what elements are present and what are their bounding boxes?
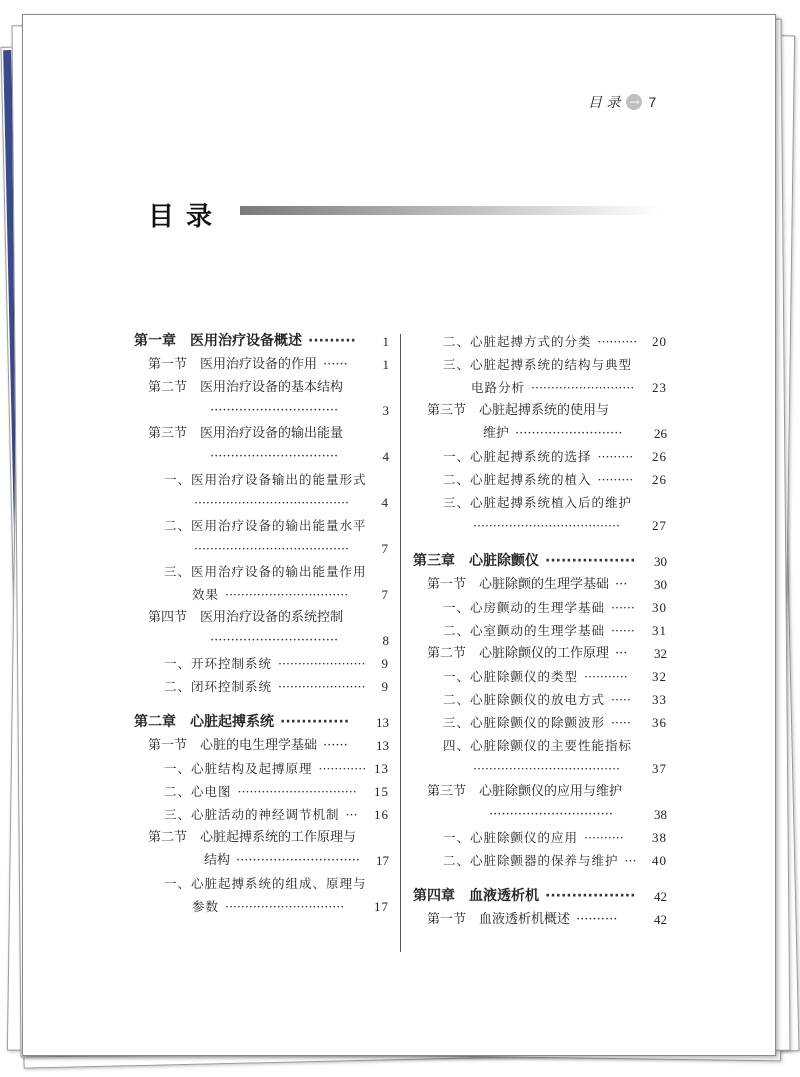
toc-chapter-entry[interactable] — [413, 885, 667, 908]
toc-leader-dots: ··· — [615, 646, 628, 661]
toc-leader-dots: ··········· — [584, 669, 628, 684]
toc-section-entry[interactable] — [134, 734, 389, 757]
toc-leader-dots: ····· — [611, 692, 631, 707]
toc-entry-label: 三、医用治疗设备的输出能量作用 — [164, 564, 367, 579]
toc-leader-dots: ················· — [545, 553, 636, 569]
toc-item-entry[interactable] — [413, 849, 667, 872]
toc-leader-dots: ······································· — [194, 495, 349, 510]
toc-section-entry[interactable] — [413, 780, 667, 803]
toc-page-number: 27 — [652, 518, 667, 533]
toc-entry-label: 三、心脏活动的神经调节机制 — [164, 807, 340, 822]
toc-entry-label: 二、心室颤动的生理学基础 — [443, 623, 606, 638]
toc-item-entry[interactable] — [134, 583, 389, 606]
toc-page-number: 30 — [654, 577, 667, 592]
toc-entry-label: 一、医用治疗设备输出的能量形式 — [164, 472, 367, 487]
toc-item-entry[interactable] — [413, 596, 667, 619]
toc-entry-label: 二、心脏除颤仪的放电方式 — [443, 692, 606, 707]
toc-entry-label: 第四章 血液透析机 — [413, 888, 539, 904]
toc-leader-dots: ······················ — [278, 656, 366, 671]
toc-page-number: 15 — [374, 784, 389, 799]
toc-entry-label: 第二节 心脏除颤仪的工作原理 — [427, 646, 610, 661]
toc-page-number: 26 — [652, 472, 667, 487]
toc-chapter-entry[interactable] — [134, 330, 389, 353]
toc-page-number: 13 — [376, 715, 389, 730]
page-title: 目录 — [148, 202, 225, 232]
toc-entry-label: 二、心脏除颤器的保养与维护 — [443, 853, 619, 868]
toc-page-number: 26 — [654, 426, 667, 441]
toc-item-entry[interactable] — [413, 665, 667, 688]
toc-leader-dots: ······································· — [194, 541, 349, 556]
toc-leader-dots: ······························· — [225, 587, 349, 602]
toc-leader-dots: ··· — [615, 577, 628, 592]
toc-entry-label: 二、闭环控制系统 — [164, 679, 273, 694]
toc-section-entry[interactable] — [134, 353, 389, 376]
toc-page-number: 30 — [652, 600, 667, 615]
toc-page-number: 42 — [654, 912, 667, 927]
toc-entry-label: 一、心脏除颤仪的应用 — [443, 830, 579, 845]
toc-entry-label: 参数 — [192, 899, 220, 914]
toc-leader-dots: ··· — [624, 853, 637, 868]
toc-page-number: 23 — [652, 380, 667, 395]
toc-entry-label: 二、医用治疗设备的输出能量水平 — [164, 518, 367, 533]
toc-right-column — [413, 330, 667, 931]
toc-entry-label: 三、心脏起搏系统的结构与典型 — [443, 357, 633, 372]
toc-leader-dots: ······························ — [236, 853, 360, 868]
toc-leader-dots: ······ — [323, 738, 348, 753]
toc-page-number: 17 — [376, 853, 389, 868]
toc-page-number: 1 — [382, 357, 389, 372]
toc-page-number: 32 — [654, 646, 667, 661]
toc-item-entry[interactable] — [413, 711, 667, 734]
toc-item-entry[interactable] — [134, 895, 389, 918]
toc-item-entry[interactable] — [134, 468, 389, 491]
toc-page-number: 4 — [381, 495, 389, 510]
toc-entry-label: 结构 — [204, 853, 231, 868]
toc-page-number: 38 — [654, 807, 667, 822]
toc-leader-dots: ····· — [611, 715, 631, 730]
toc-leader-dots: ········· — [308, 333, 356, 349]
toc-page-number: 37 — [652, 761, 667, 776]
toc-entry-label: 第四节 医用治疗设备的系统控制 — [148, 610, 344, 625]
toc-leader-dots: ······ — [611, 600, 635, 615]
header-page-number: 7 — [648, 94, 657, 110]
toc-leader-dots: ·········· — [584, 830, 624, 845]
toc-page-number: 13 — [374, 761, 389, 776]
toc-leader-dots: ············ — [318, 761, 367, 776]
toc-item-entry[interactable] — [134, 757, 389, 780]
toc-leader-dots: ······ — [323, 357, 348, 372]
toc-page-number: 20 — [652, 334, 667, 349]
toc-item-entry[interactable] — [134, 560, 389, 583]
toc-entry-label: 二、心脏起搏方式的分类 — [443, 334, 592, 349]
toc-section-entry[interactable] — [134, 849, 389, 872]
toc-entry-label: 二、心脏起搏系统的植入 — [443, 472, 592, 487]
toc-leader-dots: ··· — [345, 807, 358, 822]
toc-entry-label: 三、心脏起搏系统植入后的维护 — [443, 495, 633, 510]
toc-leader-dots: ······························· — [210, 633, 339, 648]
toc-entry-label: 一、心脏除颤仪的类型 — [443, 669, 579, 684]
toc-entry-label: 第一章 医用治疗设备概述 — [134, 333, 302, 349]
toc-entry-label: 第一节 心脏的电生理学基础 — [148, 738, 318, 753]
toc-leader-dots: ········· — [597, 472, 634, 487]
toc-entry-label: 二、心电图 — [164, 784, 232, 799]
toc-page-number: 30 — [654, 554, 667, 569]
toc-entry-label: 第一节 血液透析机概述 — [427, 912, 571, 927]
toc-item-entry[interactable] — [134, 872, 389, 895]
toc-leader-dots: ················· — [545, 888, 636, 904]
toc-section-entry[interactable] — [134, 629, 389, 652]
toc-page-number: 7 — [381, 587, 389, 602]
toc-leader-dots: ······························· — [210, 449, 339, 464]
toc-section-entry[interactable] — [134, 399, 389, 422]
toc-leader-dots: ······························ — [225, 899, 345, 914]
toc-item-entry[interactable] — [413, 330, 667, 353]
toc-page-number: 38 — [652, 830, 667, 845]
toc-item-entry[interactable] — [413, 376, 667, 399]
toc-entry-label: 第二节 心脏起搏系统的工作原理与 — [148, 830, 357, 845]
toc-left-column — [134, 330, 389, 918]
toc-section-entry[interactable] — [413, 399, 667, 422]
toc-leader-dots: ·························· — [515, 426, 623, 441]
toc-entry-label: 第二节 医用治疗设备的基本结构 — [148, 380, 344, 395]
toc-leader-dots: ············· — [280, 714, 350, 730]
toc-section-entry[interactable] — [413, 803, 667, 826]
toc-page-number: 26 — [652, 449, 667, 464]
toc-page-number: 4 — [382, 449, 389, 464]
toc-leader-dots: ······························· — [210, 403, 339, 418]
toc-item-entry[interactable] — [413, 445, 667, 468]
toc-leader-dots: ·························· — [531, 380, 635, 395]
toc-entry-label: 维护 — [483, 426, 510, 441]
toc-item-entry[interactable] — [134, 514, 389, 537]
toc-entry-label: 一、心房颤动的生理学基础 — [443, 600, 606, 615]
toc-leader-dots: ······················ — [278, 679, 366, 694]
toc-page-number: 17 — [374, 899, 389, 914]
toc-leader-dots: ········· — [597, 449, 634, 464]
toc-item-entry[interactable] — [413, 619, 667, 642]
toc-entry-label: 第三节 医用治疗设备的输出能量 — [148, 426, 344, 441]
toc-page-number: 8 — [382, 633, 389, 648]
toc-leader-dots: ······························ — [237, 784, 357, 799]
toc-section-entry[interactable] — [134, 826, 389, 849]
running-header — [588, 92, 656, 112]
toc-page-number: 9 — [381, 679, 389, 694]
toc-entry-label: 一、开环控制系统 — [164, 656, 273, 671]
toc-item-entry[interactable] — [413, 491, 667, 514]
toc-section-entry[interactable] — [134, 606, 389, 629]
toc-page-number: 1 — [382, 334, 389, 349]
toc-entry-label: 第一节 心脏除颤的生理学基础 — [427, 577, 610, 592]
toc-leader-dots: ······ — [611, 623, 635, 638]
toc-item-entry[interactable] — [134, 537, 389, 560]
toc-page-number: 3 — [382, 403, 389, 418]
toc-item-entry[interactable] — [413, 826, 667, 849]
toc-item-entry[interactable] — [134, 652, 389, 675]
toc-entry-label: 一、心脏结构及起搏原理 — [164, 761, 313, 776]
toc-entry-label: 一、心脏起搏系统的组成、原理与 — [164, 876, 367, 891]
toc-item-entry[interactable] — [413, 688, 667, 711]
toc-entry-label: 第三节 心脏起搏系统的使用与 — [427, 403, 610, 418]
toc-chapter-entry[interactable] — [134, 711, 389, 734]
toc-page-number: 32 — [652, 669, 667, 684]
toc-page-number: 13 — [376, 738, 389, 753]
toc-section-entry[interactable] — [413, 908, 667, 931]
toc-item-entry[interactable] — [134, 803, 389, 826]
toc-item-entry[interactable] — [413, 757, 667, 780]
title-gradient-bar — [240, 206, 660, 215]
toc-page-number: 42 — [654, 889, 667, 904]
toc-page-number: 31 — [652, 623, 667, 638]
toc-section-entry[interactable] — [134, 445, 389, 468]
toc-leader-dots: ······························ — [489, 807, 613, 822]
toc-item-entry[interactable] — [134, 675, 389, 698]
toc-page-number: 16 — [374, 807, 389, 822]
column-divider — [400, 334, 401, 952]
toc-section-entry[interactable] — [413, 573, 667, 596]
toc-leader-dots: ····································· — [473, 518, 621, 533]
toc-item-entry[interactable] — [413, 514, 667, 537]
toc-page-number: 7 — [381, 541, 389, 556]
toc-page-number: 40 — [652, 853, 667, 868]
toc-leader-dots: ·········· — [576, 912, 618, 927]
toc-section-entry[interactable] — [413, 642, 667, 665]
toc-page-number: 9 — [381, 656, 389, 671]
toc-entry-label: 电路分析 — [471, 380, 526, 395]
toc-item-entry[interactable] — [134, 491, 389, 514]
toc-item-entry[interactable] — [413, 468, 667, 491]
toc-item-entry[interactable] — [134, 780, 389, 803]
toc-entry-label: 一、心脏起搏系统的选择 — [443, 449, 592, 464]
toc-leader-dots: ····································· — [473, 761, 621, 776]
toc-leader-dots: ·········· — [597, 334, 638, 349]
running-title: 目 录 — [588, 95, 621, 111]
toc-entry-label: 效果 — [192, 587, 220, 602]
toc-entry-label: 第三节 心脏除颤仪的应用与维护 — [427, 784, 623, 799]
toc-page-number: 36 — [652, 715, 667, 730]
toc-entry-label: 第一节 医用治疗设备的作用 — [148, 357, 318, 372]
toc-chapter-entry[interactable] — [413, 550, 667, 573]
toc-entry-label: 第三章 心脏除颤仪 — [413, 553, 539, 569]
toc-entry-label: 四、心脏除颤仪的主要性能指标 — [443, 738, 633, 753]
toc-section-entry[interactable] — [134, 376, 389, 399]
toc-section-entry[interactable] — [134, 422, 389, 445]
toc-entry-label: 第二章 心脏起搏系统 — [134, 714, 274, 730]
toc-entry-label: 三、心脏除颤仪的除颤波形 — [443, 715, 606, 730]
toc-item-entry[interactable] — [413, 353, 667, 376]
toc-section-entry[interactable] — [413, 422, 667, 445]
toc-page-number: 33 — [652, 692, 667, 707]
toc-item-entry[interactable] — [413, 734, 667, 757]
arrow-right-icon: → — [626, 94, 642, 110]
